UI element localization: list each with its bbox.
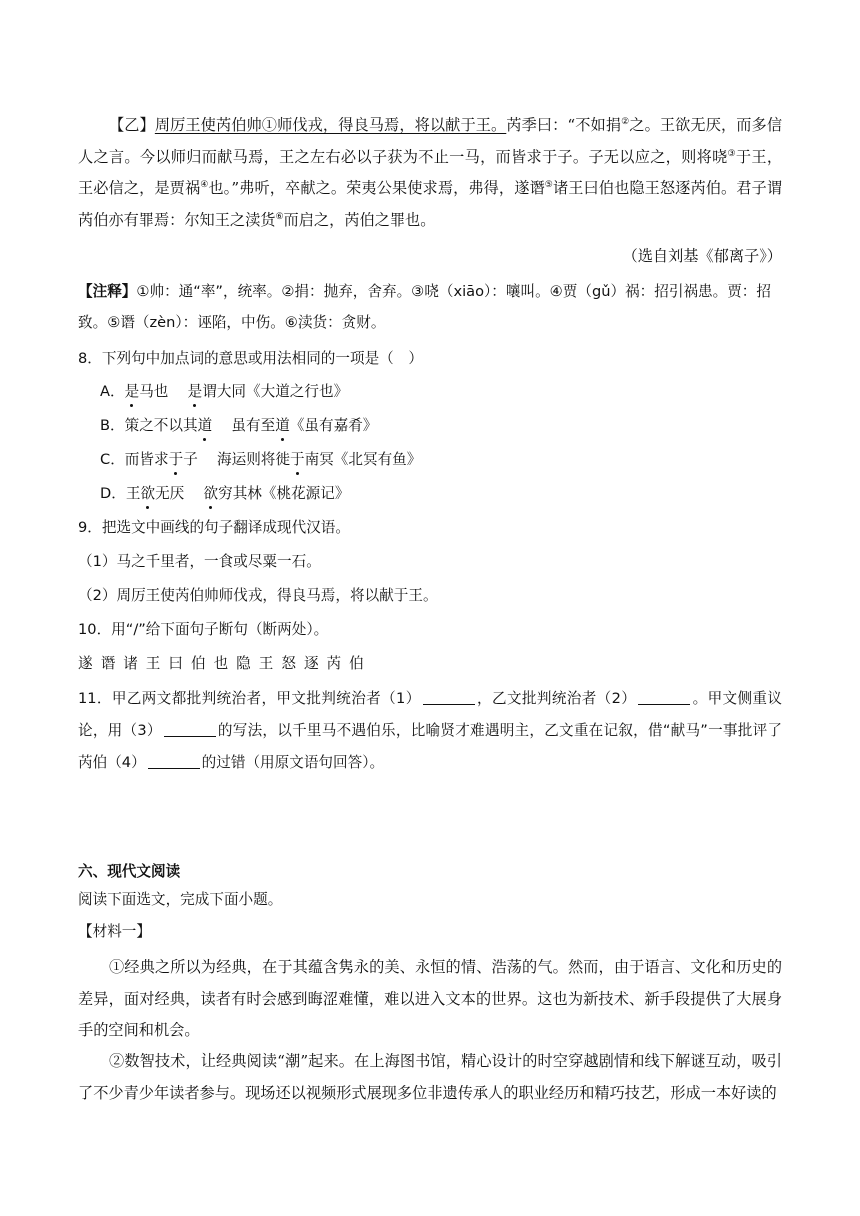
note-ref: ③ [727,148,736,159]
note-ref: ⑤ [544,180,553,191]
section-instruction: 阅读下面选文，完成下面小题。 [78,891,283,908]
source-line: （选自刘基《郁离子》） [622,247,782,265]
q8-stem: 8．下列句中加点词的意思或用法相同的一项是（ ） [78,350,423,367]
yi-passage: 【乙】周厉王使芮伯帅①师伐戎，得良马焉，将以献于王。芮季曰：“不如捐②之。王欲无厌，而多信人之言。今以师归而献马焉，王之左右必以子获为不止一马，而皆求于子。子无以应之，则将哓③于王，王必信之，是贾祸④也。”弗听，卒献之。荣夷公果使求焉，弗得，遂谮⑤诸王曰伯也隐王怒逐芮伯。君子谓芮伯亦有罪焉：尔知王之渎货⑥而启之，芮伯之罪也。 [78,116,783,229]
answer-blank-3[interactable] [164,722,216,737]
q8-option-b: B．策之不以其道 虽有至道《虽有嘉肴》 [100,417,378,434]
answer-blank-1[interactable] [423,690,475,705]
q8-option-d: D．王欲无厌 欲穷其林《桃花源记》 [100,485,350,502]
q10-sentence: 遂谮诸王曰伯也隐王怒逐芮伯 [78,655,372,672]
note-ref: ④ [200,180,209,191]
notes-label: 【注释】 [78,283,137,300]
answer-blank-2[interactable] [638,690,690,705]
q9-stem: 9．把选文中画线的句子翻译成现代汉语。 [78,519,350,536]
answer-blank-4[interactable] [148,754,200,769]
underlined-sentence: 周厉王使芮伯帅①师伐戎，得良马焉，将以献于王。 [154,116,507,134]
q9-sentence-1: （1）马之千里者，一食或尽粟一石。 [78,553,321,570]
material-para-1: ①经典之所以为经典，在于其蕴含隽永的美、永恒的情、浩荡的气。然而，由于语言、文化和历史的差异，面对经典，读者有时会感到晦涩难懂，难以进入文本的世界。这也为新技术、新手段提供了大展身手的空间和机会。 [78,958,782,1040]
material-label: 【材料一】 [78,923,151,940]
note-ref: ⑥ [275,211,284,222]
notes-text: ①帅：通“率”，统率。②捐：抛弃，舍弃。③哓（xiāo）：嚷叫。④贾（gǔ）祸：招引祸患。贾：招致。⑤谮（zèn）：诬陷，中伤。⑥渎货：贪财。 [78,283,771,331]
material-para-2: ②数智技术，让经典阅读“潮”起来。在上海图书馆，精心设计的时空穿越剧情和线下解谜互动，吸引了不少青少年读者参与。现场还以视频形式展现多位非遗传承人的职业经历和精巧技艺，形成一本好读的 [78,1052,782,1102]
q8-option-a: A．是马也 是谓大同《大道之行也》 [100,383,349,400]
q8-option-c: C．而皆求于子 海运则将徙于南冥《北冥有鱼》 [100,451,422,468]
q11: 11．甲乙两文都批判统治者，甲文批判统治者（1） ，乙文批判统治者（2） 。甲文侧重议论，用（3） 的写法，以千里马不遇伯乐，比喻贤才难遇明主，乙文重在记叙，借“献马”一事批评了芮伯（4） 的过错（用原文语句回答）。 [78,690,783,771]
q10-stem: 10．用“/”给下面句子断句（断两处）。 [78,621,329,638]
yi-label: 【乙】 [109,116,155,134]
q9-sentence-2: （2）周厉王使芮伯帅师伐戎，得良马焉，将以献于王。 [78,587,438,604]
section-heading: 六、现代文阅读 [78,863,181,880]
note-ref: ② [621,116,630,127]
notes [78,276,782,338]
